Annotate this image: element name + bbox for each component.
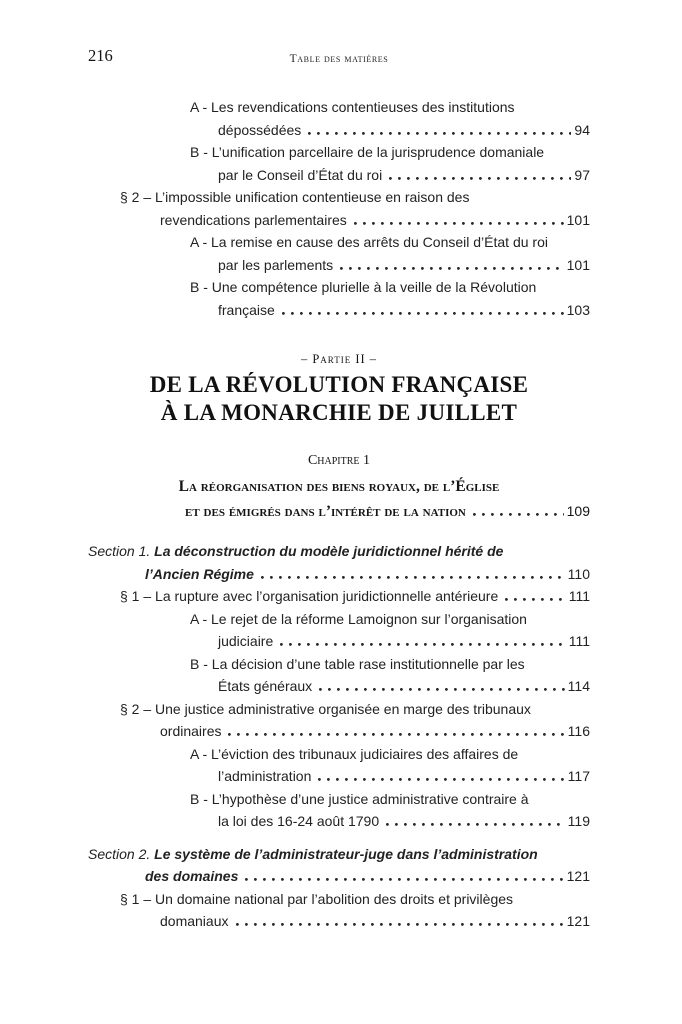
toc-entries-top: [88, 96, 590, 321]
dot-leader: [236, 923, 564, 926]
dot-leader: [340, 267, 563, 270]
entry-text: B - La décision d’une table rase institutionnelle par les: [190, 655, 525, 672]
entry-text: B - L’hypothèse d’une justice administrative contraire à: [190, 790, 529, 807]
dot-leader: [318, 778, 564, 781]
toc-entry: [88, 276, 590, 321]
page-ref: 103: [566, 301, 590, 318]
toc-line: [88, 164, 590, 187]
entry-text: B - Une compétence plurielle à la veille de la Révolution: [190, 279, 537, 295]
toc-line: [88, 843, 590, 866]
dot-leader: [505, 598, 565, 601]
page-ref: 101: [566, 256, 590, 273]
toc-line: [88, 865, 590, 888]
toc-entry: [88, 608, 590, 653]
toc-line: [88, 276, 590, 299]
entry-text: § 2 – Une justice administrative organisée en marge des tribunaux: [120, 700, 531, 717]
toc-line: [88, 788, 590, 811]
page-number: 216: [88, 46, 113, 65]
toc-line: [88, 585, 590, 608]
toc-line: [88, 254, 590, 277]
entry-text: États généraux: [218, 678, 313, 694]
entry-text: française: [218, 301, 275, 318]
toc-entries-sections: [88, 540, 590, 933]
toc-line: [88, 720, 590, 743]
toc-entry: [88, 888, 590, 933]
toc-line: [88, 563, 590, 586]
toc-line: [88, 141, 590, 164]
entry-text: l’administration: [218, 768, 312, 784]
toc-entry: [88, 653, 590, 698]
page-ref: 121: [566, 913, 590, 929]
running-header: [88, 48, 590, 70]
section-label: Section 1.: [88, 543, 155, 559]
toc-line: [88, 675, 590, 698]
entry-text: l’Ancien Régime: [145, 565, 254, 582]
running-title: Table des matières: [289, 53, 389, 65]
entry-text: A - L’éviction des tribunaux judiciaires des affaires de: [190, 745, 519, 762]
entry-text: § 2 – L’impossible unification contentieuse en raison des: [120, 189, 470, 205]
toc-line: [88, 231, 590, 254]
toc-line: [88, 119, 590, 142]
page-ref: 117: [567, 768, 590, 784]
entry-text: A - La remise en cause des arrêts du Conseil d’État du roi: [190, 234, 548, 250]
entry-text: la loi des 16-24 août 1790: [218, 813, 380, 829]
dot-leader: [280, 643, 565, 646]
dot-leader: [386, 823, 565, 826]
chapter-heading: [88, 451, 590, 524]
dot-leader: [282, 312, 564, 315]
dot-leader: [228, 733, 564, 736]
toc-line: [88, 888, 590, 911]
page-ref: 116: [567, 723, 590, 739]
dot-leader: [473, 513, 564, 516]
chapter-title-line2: et des émigrés dans l’intérêt de la nation: [185, 503, 466, 520]
dot-leader: [319, 688, 565, 691]
page-ref: 121: [566, 868, 590, 884]
part-title-line2: À LA MONARCHIE DE JUILLET: [160, 400, 518, 425]
entry-text: par les parlements: [218, 256, 334, 273]
entry-text: B - L’unification parcellaire de la jurisprudence domaniale: [190, 144, 545, 160]
entry-text: par le Conseil d’État du roi: [218, 166, 383, 183]
toc-line: [88, 810, 590, 833]
part-kicker: – Partie II –: [300, 352, 378, 366]
toc-line: [88, 299, 590, 322]
page-ref: 101: [566, 211, 590, 228]
toc-entry: [88, 96, 590, 141]
toc-entry: [88, 743, 590, 788]
entry-text: des domaines: [145, 868, 239, 884]
toc-entry: [88, 231, 590, 276]
entry-text: § 1 – Un domaine national par l’abolition des droits et privilèges: [120, 890, 514, 907]
toc-line: [88, 186, 590, 209]
dot-leader: [389, 177, 571, 180]
page-ref: 119: [567, 813, 590, 829]
entry-text: revendications parlementaires: [160, 211, 347, 228]
toc-entry: [88, 585, 590, 608]
dot-leader: [308, 132, 571, 135]
dot-leader: [354, 222, 564, 225]
toc-entry: [88, 698, 590, 743]
entry-text: [88, 843, 538, 866]
page-ref: 94: [574, 121, 590, 138]
dot-leader: [245, 878, 563, 881]
toc-entry: [88, 141, 590, 186]
toc-line: [88, 540, 590, 563]
page-ref: 114: [567, 678, 590, 694]
page-ref: 97: [574, 166, 590, 183]
entry-text: dépossédées: [218, 121, 302, 138]
chapter-kicker: Chapitre 1: [307, 453, 371, 468]
section-label: Section 2.: [88, 845, 155, 862]
page-ref: 111: [568, 633, 590, 649]
entry-text: § 1 – La rupture avec l’organisation juridictionnelle antérieure: [120, 588, 499, 604]
toc-entry: [88, 788, 590, 833]
toc-entry: [88, 540, 590, 585]
part-title-line1: DE LA RÉVOLUTION FRANÇAISE: [149, 372, 529, 397]
toc-entry: [88, 843, 590, 888]
page-ref: 110: [567, 565, 590, 582]
toc-entry: [88, 186, 590, 231]
toc-line: [88, 630, 590, 653]
toc-line: [88, 209, 590, 232]
entry-text: A - Les revendications contentieuses des institutions: [190, 99, 515, 115]
section-title-text: Le système de l’administrateur-juge dans l’administration: [154, 845, 538, 862]
entry-text: A - Le rejet de la réforme Lamoignon sur l’organisation: [190, 610, 527, 627]
chapter-page-ref: 109: [566, 503, 590, 519]
page-ref: 111: [568, 588, 590, 604]
chapter-title-line1: La réorganisation des biens royaux, de l’Église: [178, 478, 500, 495]
toc-line: [88, 608, 590, 631]
entry-text: ordinaires: [160, 723, 222, 739]
toc-line: [88, 910, 590, 933]
toc-line: [88, 698, 590, 721]
entry-text: domaniaux: [160, 913, 229, 929]
part-heading: [88, 351, 590, 427]
entry-text: judiciaire: [218, 633, 274, 649]
chapter-title-line2-row: [88, 499, 590, 524]
toc-line: [88, 765, 590, 788]
toc-line: [88, 653, 590, 676]
entry-text: [88, 540, 503, 563]
dot-leader: [261, 576, 565, 579]
section-title-text: La déconstruction du modèle juridictionnel hérité de: [154, 543, 504, 559]
toc-line: [88, 743, 590, 766]
toc-line: [88, 96, 590, 119]
